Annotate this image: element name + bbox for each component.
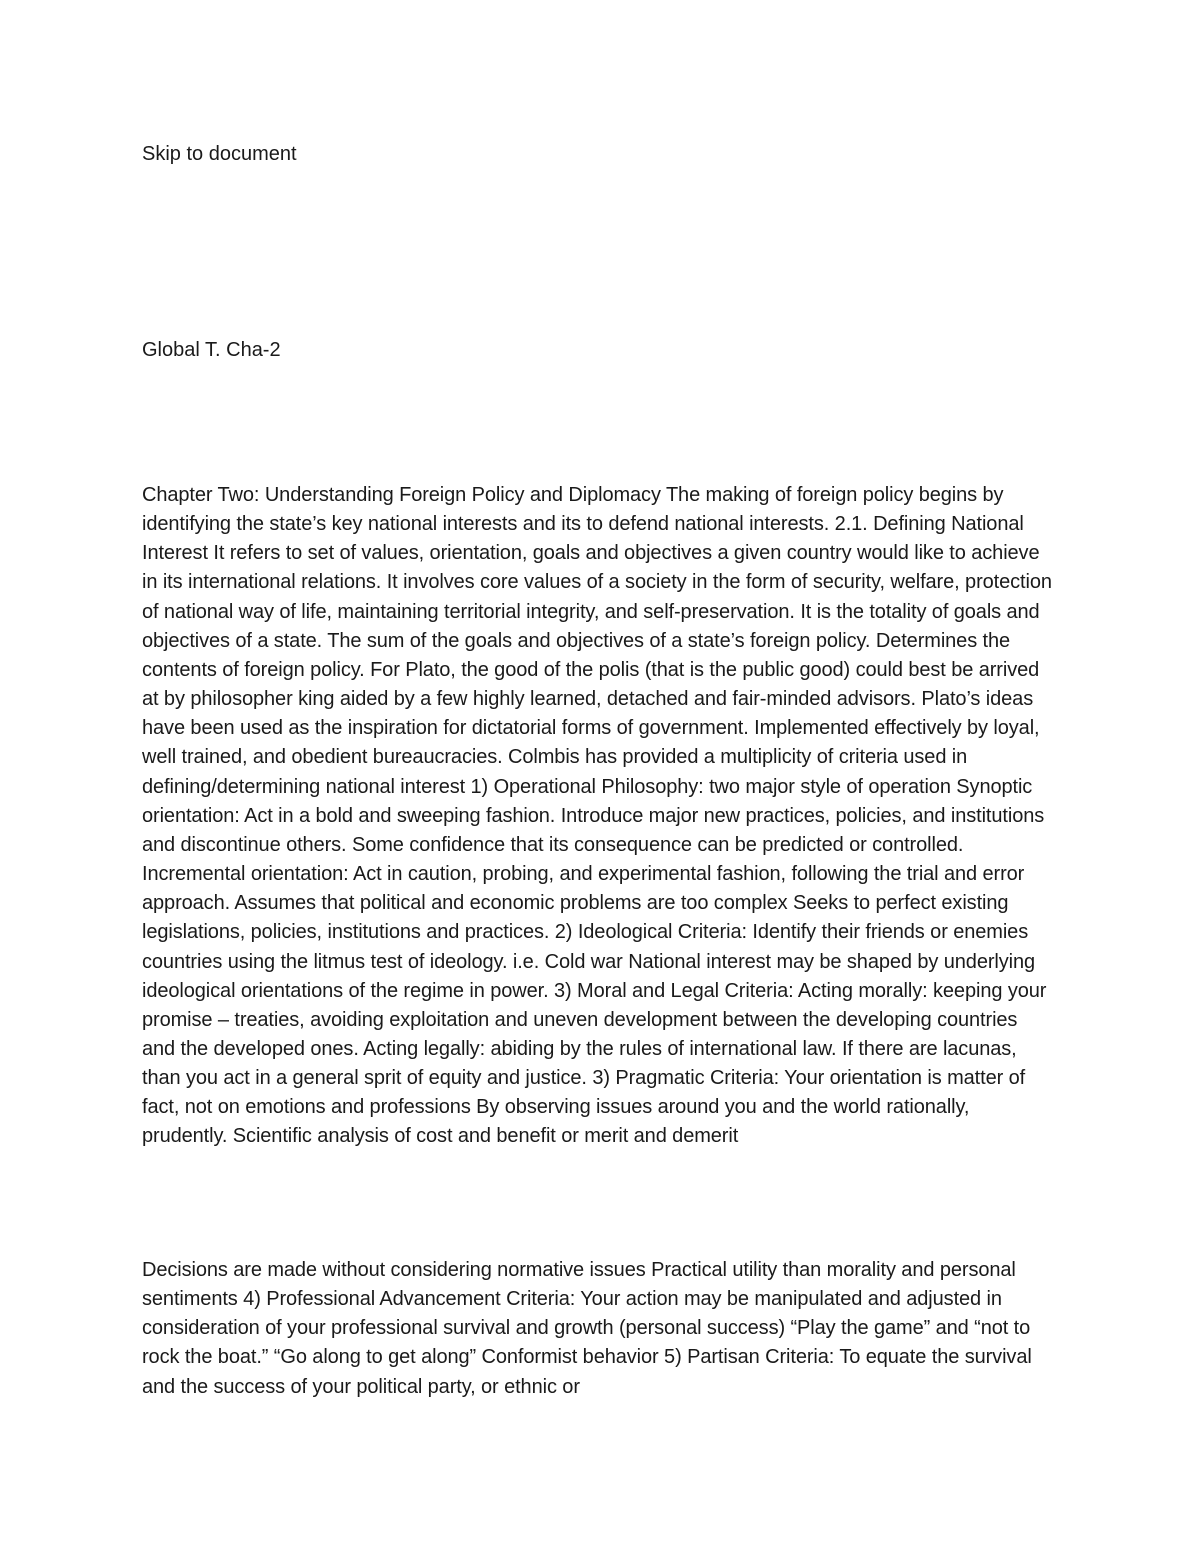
body-paragraph-chapter-two: Chapter Two: Understanding Foreign Policy and Diplomacy The making of foreign policy begins by identifying the state’s key national interests and its to defend national interests. 2.1. Defining National Interest It refers to set of values, orientation, goals and objectives a given country would like to achieve in its international relations. It involves core values of a society in the form of security, welfare, protection of national way of life, maintaining territorial integrity, and self-preservation. It is the totality of goals and objectives of a state. The sum of the goals and objectives of a state’s foreign policy. Determines the contents of foreign policy. For Plato, the good of the polis (that is the public good) could best be arrived at by philosopher king aided by a few highly learned, detached and fair-minded advisors. Plato’s ideas have been used as the inspiration for dictatorial forms of government. Implemented effectively by loyal, well trained, and obedient bureaucracies. Colmbis has provided a multiplicity of criteria used in defining/determining national interest 1) Operational Philosophy: two major style of operation Synoptic orientation: Act in a bold and sweeping fashion. Introduce major new practices, policies, and institutions and discontinue others. Some confidence that its consequence can be predicted or controlled. Incremental orientation: Act in caution, probing, and experimental fashion, following the trial and error approach. Assumes that political and economic problems are too complex Seeks to perfect existing legislations, policies, institutions and practices. 2) Ideological Criteria: Identify their friends or enemies countries using the litmus test of ideology. i.e. Cold war National interest may be shaped by underlying ideological orientations of the regime in power. 3) Moral and Legal Criteria: Acting morally: keeping your promise – treaties, avoiding exploitation and uneven development between the developing countries and the developed ones. Acting legally: abiding by the rules of international law. If there are lacunas, than you act in a general sprit of equity and justice. 3) Pragmatic Criteria: Your orientation is matter of fact, not on emotions and professions By observing issues around you and the world rationally, prudently. Scientific analysis of cost and benefit or merit and demerit bbox=[142, 484, 1052, 1148]
skip-to-document-link[interactable]: Skip to document bbox=[142, 143, 297, 165]
body-paragraph-criteria-continued: Decisions are made without considering normative issues Practical utility than morality and personal sentiments 4) Professional Advancement Criteria: Your action may be manipulated and adjusted in consideration of your professional survival and growth (personal success) “Play the game” and “not to rock the boat.” “Go along to get along” Conformist behavior 5) Partisan Criteria: To equate the survival and the success of your political party, or ethnic or bbox=[142, 1259, 1032, 1398]
document-title: Global T. Cha-2 bbox=[142, 339, 281, 361]
